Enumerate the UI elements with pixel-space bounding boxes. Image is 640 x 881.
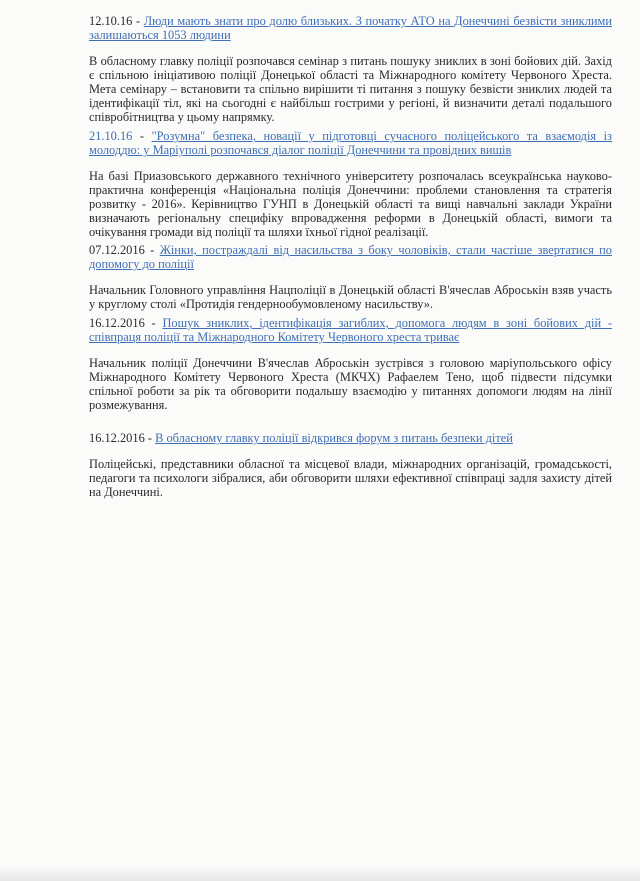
entry-heading: [89, 316, 612, 344]
news-entry-1: [89, 14, 612, 137]
entry-date: 16.12.2016: [89, 431, 145, 445]
entry-separator: -: [132, 129, 152, 143]
entry-heading: [89, 129, 612, 157]
entry-text: В обласному главку поліції розпочався семінар з питань пошуку зниклих в зоні бойових дій. Захід є спільною ініціативою поліції Донецької області та Міжнародного комітету Червоного Хреста. Мета семінару – встановити та спільно вирішити ті питання з пошуку безвісти зниклих людей та ідентифікації тіл, які на сьогодні є найбільш гострими у регіоні, й визначити деталі подальшого співробітництва у цьому напрямку.: [89, 54, 612, 125]
entry-title-link[interactable]: Люди мають знати про долю близьких. З початку АТО на Донеччині безвісти зниклими залишаються 1053 людини: [89, 14, 612, 42]
entry-separator: -: [144, 243, 160, 257]
entry-separator: -: [132, 14, 144, 28]
entry-text: Начальник поліції Донеччини В'ячеслав Аброськін зустрівся з головою маріупольського офісу Міжнародного Комітету Червоного Хреста (МКЧХ) Рафаелем Тено, щоб підвести підсумки спільної роботи за рік та обговорити подальшу взаємодію у питаннях допомоги людям на лінії розмежування.: [89, 356, 612, 413]
entry-date: 12.10.16: [89, 14, 133, 28]
entry-separator: -: [144, 431, 156, 445]
entry-date: 21.10.16: [89, 129, 133, 143]
entry-heading: [89, 243, 612, 271]
news-entry-4: [89, 316, 612, 425]
entry-title-link[interactable]: Пошук зниклих, ідентифікація загиблих, допомога людям в зоні бойових дій - співпраця поліції та Міжнародного Комітету Червоного хреста триває: [89, 316, 612, 344]
entry-separator: -: [144, 316, 163, 330]
scan-bottom-edge: [0, 867, 640, 881]
entry-text: Начальник Головного управління Нацполіції в Донецькій області В'ячеслав Аброськін взяв участь у круглому столі «Протидія гендернообумовленому насильству».: [89, 283, 612, 312]
entry-text: Поліцейські, представники обласної та місцевої влади, міжнародних організацій, громадськості, педагоги та психологи зібралися, аби обговорити шляхи ефективної співпраці задля захисту дітей на Донеччині.: [89, 457, 612, 500]
entry-title-link[interactable]: Жінки, постраждалі від насильства з боку чоловіків, стали частіше звертатися по допомогу до поліції: [89, 243, 613, 271]
entry-heading: [89, 14, 612, 42]
entry-title-link[interactable]: "Розумна" безпека, новації у підготовці сучасного поліцейського та взаємодія із молоддю: у Маріуполі розпочався діалог поліції Донеччини та провідних вишів: [89, 129, 612, 157]
entry-date: 16.12.2016: [89, 316, 145, 330]
news-entry-2: [89, 129, 612, 252]
entry-text: На базі Приазовського державного технічного університету розпочалась всеукраїнська науково-практична конференція «Національна поліція Донеччини: проблеми становлення та стратегія розвитку - 2016». Керівництво ГУНП в Донецькій області та вищі навчальні заклади України визначають регіональну специфіку впровадження реформи в Донецькій області, вимоги та очікування громади від поліції та шляхи їхньої гідної реалізації.: [89, 169, 612, 240]
entry-title-link[interactable]: В обласному главку поліції відкрився форум з питань безпеки дітей: [155, 431, 513, 445]
entry-heading: [89, 431, 612, 445]
news-entry-5: [89, 431, 612, 512]
entry-date: 07.12.2016: [89, 243, 145, 257]
news-entry-3: [89, 243, 612, 324]
